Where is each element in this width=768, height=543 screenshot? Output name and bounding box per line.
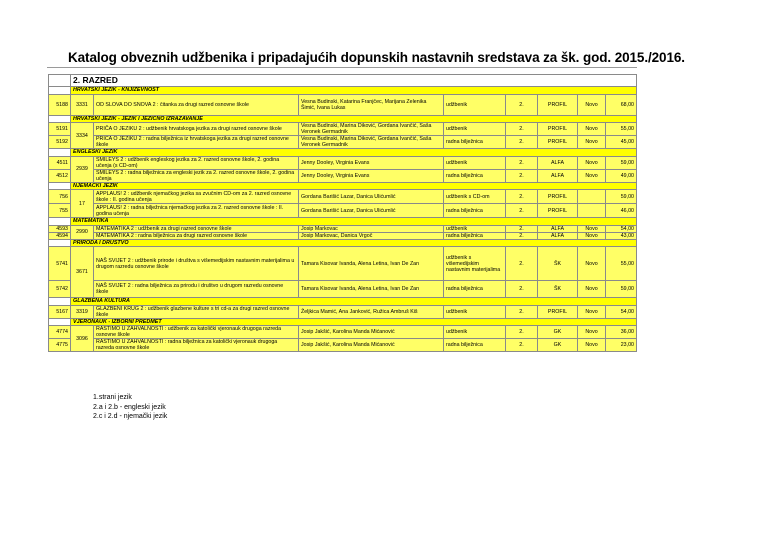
book-status: Novo — [578, 156, 606, 169]
book-publisher: PROFIL — [538, 123, 578, 136]
book-price: 46,00 — [606, 204, 637, 218]
row-id: 4593 — [49, 225, 71, 232]
book-price: 45,00 — [606, 136, 637, 149]
row-id: 4594 — [49, 232, 71, 239]
book-status — [578, 190, 606, 204]
table-row — [49, 232, 637, 239]
book-publisher: ALFA — [538, 169, 578, 182]
book-authors: Josip Markovac — [299, 225, 444, 232]
book-status: Novo — [578, 339, 606, 352]
book-status: Novo — [578, 225, 606, 232]
section-name: HRVATSKI JEZIK - KNJIŽEVNOST — [71, 87, 637, 95]
book-title: APPLAUS! 2 : udžbenik njemačkog jezika sa zvučnim CD-om za 2. razred osnovne škole : II. godina učenja — [94, 190, 299, 204]
notes — [93, 393, 167, 422]
book-type: radna bilježnica — [444, 339, 506, 352]
section-name: ENGLESKI JEZIK — [71, 149, 637, 157]
table-row — [49, 305, 637, 318]
book-publisher: ŠK — [538, 281, 578, 298]
book-code: 2990 — [71, 225, 94, 239]
section-row — [49, 87, 637, 95]
book-publisher: PROFIL — [538, 94, 578, 115]
section-name: HRVATSKI JEZIK - JEZIK I JEZIČNO IZRAŽAVANJE — [71, 115, 637, 123]
section-spacer — [49, 239, 71, 247]
book-grade: 2. — [506, 123, 538, 136]
book-grade: 2. — [506, 326, 538, 339]
book-title: NAŠ SVIJET 2 : radna bilježnica za prirodu i društvo u drugom razredu osnovne škole — [94, 281, 299, 298]
row-id: 755 — [49, 204, 71, 218]
section-spacer — [49, 182, 71, 190]
table-row — [49, 190, 637, 204]
book-price: 68,00 — [606, 94, 637, 115]
book-type: radna bilježnica — [444, 281, 506, 298]
book-grade: 2. — [506, 281, 538, 298]
row-id: 756 — [49, 190, 71, 204]
book-publisher: ALFA — [538, 156, 578, 169]
book-code: 3331 — [71, 94, 94, 115]
book-grade: 2. — [506, 156, 538, 169]
book-grade: 2. — [506, 232, 538, 239]
book-authors: Željkica Mamić, Ana Janković, Ružica Ambruš Kiš — [299, 305, 444, 318]
section-name: PRIRODA I DRUŠTVO — [71, 239, 637, 247]
book-authors: Tamara Kisovar Ivanda, Alena Letina, Ivan De Zan — [299, 281, 444, 298]
book-type: udžbenik — [444, 123, 506, 136]
book-status: Novo — [578, 232, 606, 239]
book-grade: 2. — [506, 305, 538, 318]
section-name: MATEMATIKA — [71, 218, 637, 226]
grade-header-row — [49, 75, 637, 87]
book-publisher: ŠK — [538, 247, 578, 281]
book-type: udžbenik s CD-om — [444, 190, 506, 204]
grade-header-spacer — [49, 75, 71, 87]
book-authors: Vesna Budinski, Marina Diković, Gordana Ivančić, Saša Veronek Germadnik — [299, 123, 444, 136]
section-row — [49, 239, 637, 247]
book-title: PRIČA O JEZIKU 2 : udžbenik hrvatskoga jezika za drugi razred osnovne škole — [94, 123, 299, 136]
book-status: Novo — [578, 281, 606, 298]
book-price: 54,00 — [606, 225, 637, 232]
book-code: 3319 — [71, 305, 94, 318]
book-grade: 2. — [506, 247, 538, 281]
book-authors: Vesna Budinski, Marina Diković, Gordana Ivančić, Saša Veronek Germadnik — [299, 136, 444, 149]
book-code: 2939 — [71, 156, 94, 182]
book-price: 55,00 — [606, 247, 637, 281]
book-type: udžbenik s višemedijskim nastavnim materijalima — [444, 247, 506, 281]
row-id: 5192 — [49, 136, 71, 149]
table-row — [49, 94, 637, 115]
row-id: 5188 — [49, 94, 71, 115]
book-title: APPLAUS! 2 : radna bilježnica njemačkog jezika za 2. razred osnovne škole : II. godina učenja — [94, 204, 299, 218]
book-price: 49,00 — [606, 169, 637, 182]
book-grade: 2. — [506, 190, 538, 204]
section-spacer — [49, 87, 71, 95]
grade-header: 2. RAZRED — [71, 75, 637, 87]
book-grade: 2. — [506, 169, 538, 182]
book-authors: Jenny Dooley, Virginia Evans — [299, 156, 444, 169]
row-id: 4775 — [49, 339, 71, 352]
book-authors: Josip Markovac, Danica Vrgoč — [299, 232, 444, 239]
book-grade: 2. — [506, 339, 538, 352]
book-publisher: GK — [538, 326, 578, 339]
section-row — [49, 318, 637, 326]
book-price: 43,00 — [606, 232, 637, 239]
book-type: udžbenik — [444, 156, 506, 169]
note-line: 2.a i 2.b - engleski jezik — [93, 403, 166, 411]
book-publisher: PROFIL — [538, 190, 578, 204]
book-title: SMILEYS 2 : radna bilježnica za engleski jezik za 2. razred osnovne škole, 2. godina učenja — [94, 169, 299, 182]
book-status: Novo — [578, 305, 606, 318]
book-grade: 2. — [506, 94, 538, 115]
section-row — [49, 115, 637, 123]
book-status: Novo — [578, 94, 606, 115]
book-status: Novo — [578, 247, 606, 281]
book-code: 3671 — [71, 247, 94, 298]
title-divider — [47, 67, 637, 68]
book-status: Novo — [578, 136, 606, 149]
book-type: udžbenik — [444, 225, 506, 232]
section-spacer — [49, 318, 71, 326]
row-id: 4774 — [49, 326, 71, 339]
book-publisher: PROFIL — [538, 136, 578, 149]
book-price: 54,00 — [606, 305, 637, 318]
book-price: 59,00 — [606, 281, 637, 298]
table-row — [49, 204, 637, 218]
table-row — [49, 281, 637, 298]
book-type: radna bilježnica — [444, 232, 506, 239]
table-row — [49, 339, 637, 352]
book-title: PRIČA O JEZIKU 2 : radna bilježnica iz hrvatskoga jezika za drugi razred osnovne škole — [94, 136, 299, 149]
table-row — [49, 136, 637, 149]
book-publisher: ALFA — [538, 232, 578, 239]
book-authors: Gordana Barišić Lazar, Danica Ulićumlić — [299, 190, 444, 204]
book-authors: Gordana Barišić Lazar, Danica Ulićumlić — [299, 204, 444, 218]
book-title: MATEMATIKA 2 : radna bilježnica za drugi razred osnovne škole — [94, 232, 299, 239]
book-authors: Josip Jakšić, Karolina Manda Mićanović — [299, 326, 444, 339]
row-id: 4511 — [49, 156, 71, 169]
book-title: RASTIMO U ZAHVALNOSTI : radna bilježnica za katolički vjeronauk drugoga razreda osnovne škole — [94, 339, 299, 352]
book-type: udžbenik — [444, 305, 506, 318]
row-id: 5167 — [49, 305, 71, 318]
book-status: Novo — [578, 169, 606, 182]
book-authors: Tamara Kisovar Ivanda, Alena Letina, Ivan De Zan — [299, 247, 444, 281]
book-status: Novo — [578, 326, 606, 339]
catalog-table — [48, 74, 637, 352]
book-price: 55,00 — [606, 123, 637, 136]
section-spacer — [49, 218, 71, 226]
table-row — [49, 225, 637, 232]
section-row — [49, 182, 637, 190]
section-spacer — [49, 298, 71, 306]
book-type: udžbenik — [444, 326, 506, 339]
section-spacer — [49, 115, 71, 123]
book-price: 23,00 — [606, 339, 637, 352]
book-title: RASTIMO U ZAHVALNOSTI : udžbenik za katolički vjeronauk drugoga razreda osnovne škole — [94, 326, 299, 339]
row-id: 5191 — [49, 123, 71, 136]
section-name: VJERONAUK - IZBORNI PREDMET — [71, 318, 637, 326]
book-authors: Vesna Budinski, Katarina Franjčec, Marijana Zelenika Šimić, Ivana Lukas — [299, 94, 444, 115]
book-title: MATEMATIKA 2 : udžbenik za drugi razred osnovne škole — [94, 225, 299, 232]
section-name: GLAZBENA KULTURA — [71, 298, 637, 306]
table-row — [49, 123, 637, 136]
book-price: 59,00 — [606, 190, 637, 204]
book-price: 59,00 — [606, 156, 637, 169]
book-publisher: PROFIL — [538, 305, 578, 318]
book-type: radna bilježnica — [444, 169, 506, 182]
book-type: radna bilježnica — [444, 136, 506, 149]
table-row — [49, 156, 637, 169]
book-code: 3096 — [71, 326, 94, 352]
book-title: SMILEYS 2 : udžbenik engleskog jezika za 2. razred osnovne škole, 2. godina učenja (s CD-om) — [94, 156, 299, 169]
book-title: GLAZBENI KRUG 2 : udžbenik glazbene kulture s tri cd-a za drugi razred osnovne škole — [94, 305, 299, 318]
row-id: 5742 — [49, 281, 71, 298]
page-title: Katalog obveznih udžbenika i pripadajućih dopunskih nastavnih sredstava za šk. god. 2015./2016. — [68, 50, 685, 65]
note-line: 1.strani jezik — [93, 394, 132, 401]
book-code: 3334 — [71, 123, 94, 149]
book-grade: 2. — [506, 225, 538, 232]
section-row — [49, 149, 637, 157]
book-code: 17 — [71, 190, 94, 218]
section-row — [49, 218, 637, 226]
book-publisher: ALFA — [538, 225, 578, 232]
row-id: 4512 — [49, 169, 71, 182]
book-status — [578, 204, 606, 218]
book-authors: Josip Jakšić, Karolina Manda Mićanović — [299, 339, 444, 352]
book-status: Novo — [578, 123, 606, 136]
book-grade: 2. — [506, 136, 538, 149]
section-row — [49, 298, 637, 306]
book-title: OD SLOVA DO SNOVA 2 : čitanka za drugi razred osnovne škole — [94, 94, 299, 115]
book-publisher: PROFIL — [538, 204, 578, 218]
note-line: 2.c i 2.d - njemački jezik — [93, 413, 168, 420]
book-publisher: GK — [538, 339, 578, 352]
book-price: 36,00 — [606, 326, 637, 339]
section-name: NJEMAČKI JEZIK — [71, 182, 637, 190]
table-row — [49, 326, 637, 339]
table-row — [49, 169, 637, 182]
section-spacer — [49, 149, 71, 157]
row-id: 5741 — [49, 247, 71, 281]
book-title: NAŠ SVIJET 2 : udžbenik prirode i društva s višemedijskim nastavnim materijalima u drugom razredu osnovne škole — [94, 247, 299, 281]
book-type: radna bilježnica — [444, 204, 506, 218]
table-row — [49, 247, 637, 281]
book-grade: 2. — [506, 204, 538, 218]
book-authors: Jenny Dooley, Virginia Evans — [299, 169, 444, 182]
book-type: udžbenik — [444, 94, 506, 115]
